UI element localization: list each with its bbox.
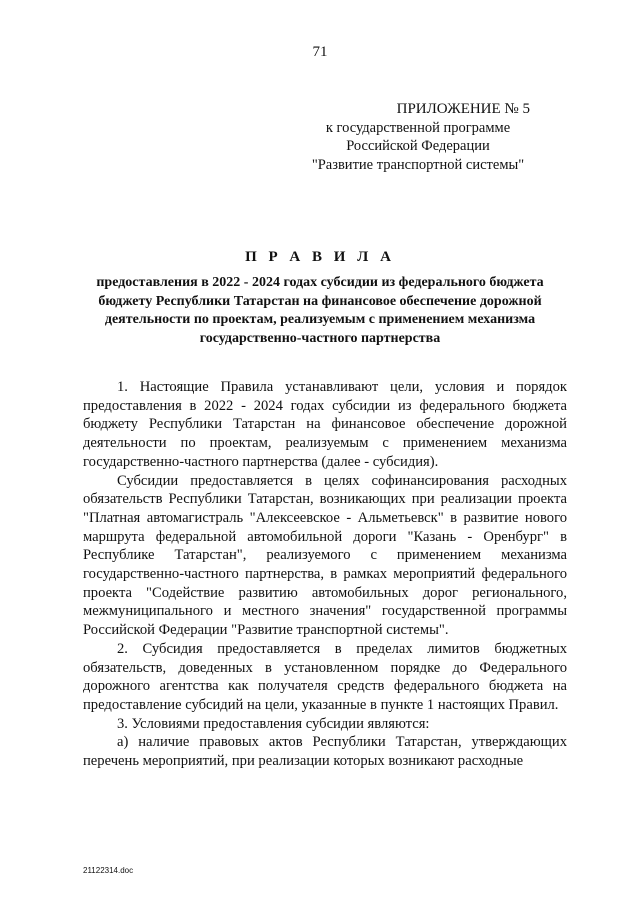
- appendix-title: ПРИЛОЖЕНИЕ № 5: [396, 101, 530, 117]
- paragraph-5: а) наличие правовых актов Республики Татарстан, утверждающих перечень мероприятий, при реализации которых возникают расходные: [83, 734, 567, 770]
- rules-title: П Р А В И Л А: [245, 249, 395, 265]
- paragraph-3: 2. Субсидия предоставляется в пределах лимитов бюджетных обязательств, доведенных в установленном порядке до Федерального дорожного агентства как получателя средств федерального бюджета на предоставление субсидий на цели, указанные в пункте 1 настоящих Правил.: [83, 640, 567, 713]
- appendix-line-3: "Развитие транспортной системы": [311, 156, 525, 173]
- rules-subtitle: предоставления в 2022 - 2024 годах субсидии из федерального бюджета бюджету Республики Татарстан на финансовое обеспечение дорожной деятельности по проектам, реализуемым с применением механизма государственно-частного партнерства: [96, 275, 544, 346]
- page-number: 71: [312, 44, 328, 60]
- paragraph-1: 1. Настоящие Правила устанавливают цели, условия и порядок предоставления в 2022 - 2024 годах субсидии из федерального бюджета бюджету Республики Татарстан на финансовое обеспечение дорожной деятельности по проектам, реализуемым с применением механизма государственно-частного партнерства (далее - субсидия).: [83, 379, 567, 470]
- appendix-header: [288, 100, 548, 174]
- appendix-line-1: к государственной программе: [325, 119, 511, 136]
- document-body: [83, 378, 567, 771]
- appendix-line-2: Российской Федерации: [346, 138, 490, 154]
- paragraph-2: Субсидии предоставляется в целях софинансирования расходных обязательств Республики Татарстан, возникающих при реализации проекта "Платная автомагистраль "Алексеевское - Альметьевск" в развитие нового маршрута федеральной автомобильной дороги "Казань - Оренбург" в Республике Татарстан", реализуемого с применением механизма государственно-частного партнерства, в рамках мероприятий федерального проекта "Содействие развитию автомобильных дорог регионального, межмуниципального и местного значения" государственной программы Российской Федерации "Развитие транспортной системы".: [83, 472, 567, 639]
- paragraph-4: 3. Условиями предоставления субсидии являются:: [117, 715, 430, 732]
- footer-filename: 21122314.doc: [83, 866, 134, 875]
